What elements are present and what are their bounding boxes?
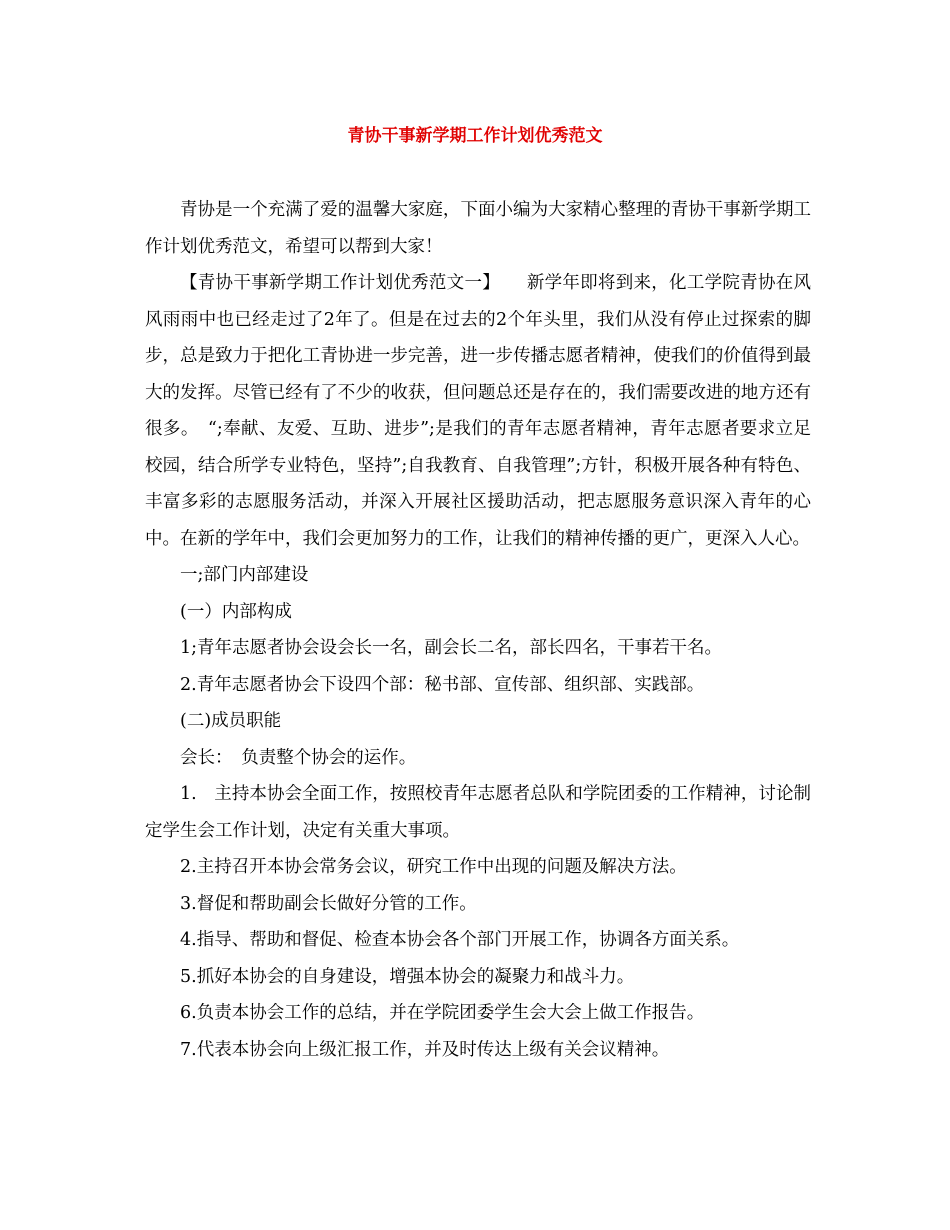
- duty-item-1: 1. 主持本协会全面工作，按照校青年志愿者总队和学院团委的工作精神，讨论制定学生会工作计划，决定有关重大事项。: [145, 784, 811, 841]
- document-title: 青协干事新学期工作计划优秀范文: [347, 126, 603, 146]
- subsection-heading-member-duties: (二)成员职能: [180, 711, 282, 731]
- duty-item-4: 4.指导、帮助和督促、检查本协会各个部门开展工作，协调各方面关系。: [180, 930, 740, 950]
- duty-item-6: 6.负责本协会工作的总结，并在学院团委学生会大会上做工作报告。: [180, 1003, 705, 1023]
- section-heading-internal-construction: 一;部门内部建设: [180, 565, 309, 585]
- duty-item-5: 5.抓好本协会的自身建设，增强本协会的凝聚力和战斗力。: [180, 966, 635, 987]
- duty-item-3: 3.督促和帮助副会长做好分管的工作。: [180, 893, 477, 914]
- structure-item-2: 2.青年志愿者协会下设四个部：秘书部、宣传部、组织部、实践部。: [180, 674, 705, 695]
- duty-item-2: 2.主持召开本协会常务会议，研究工作中出现的问题及解决方法。: [180, 857, 687, 877]
- president-role: 会长： 负责整个协会的运作。: [180, 747, 417, 768]
- intro-paragraph: 青协是一个充满了爱的温馨大家庭，下面小编为大家精心整理的青协干事新学期工作计划优秀范文，希望可以帮到大家！: [145, 200, 811, 257]
- duty-item-7: 7.代表本协会向上级汇报工作，并及时传达上级有关会议精神。: [180, 1039, 670, 1060]
- sample-one-paragraph: 【青协干事新学期工作计划优秀范文一】 新学年即将到来，化工学院青协在风风雨雨中也已经走过了2年了。但是在过去的2个年头里，我们从没有停止过探索的脚步，总是致力于把化工青协进一步完善，进一步传播志愿者精神，使我们的价值得到最大的发挥。尽管已经有了不少的收获，但问题总还是存在的，我们需要改进的地方还有很多。 “;奉献、友爱、互助、进步”;是我们的青年志愿者精神，青年志愿者要求立足校园，结合所学专业特色，坚持”;自我教育、自我管理”;方针，积极开展各种有特色、丰富多彩的志愿服务活动，并深入开展社区援助活动，把志愿服务意识深入青年的心中。在新的学年中，我们会更加努力的工作，让我们的精神传播的更广，更深入人心。: [145, 273, 811, 549]
- subsection-heading-internal-structure: (一）内部构成: [180, 601, 292, 622]
- structure-item-1: 1;青年志愿者协会设会长一名，副会长二名，部长四名，干事若干名。: [180, 638, 723, 658]
- document-body: [145, 192, 811, 1068]
